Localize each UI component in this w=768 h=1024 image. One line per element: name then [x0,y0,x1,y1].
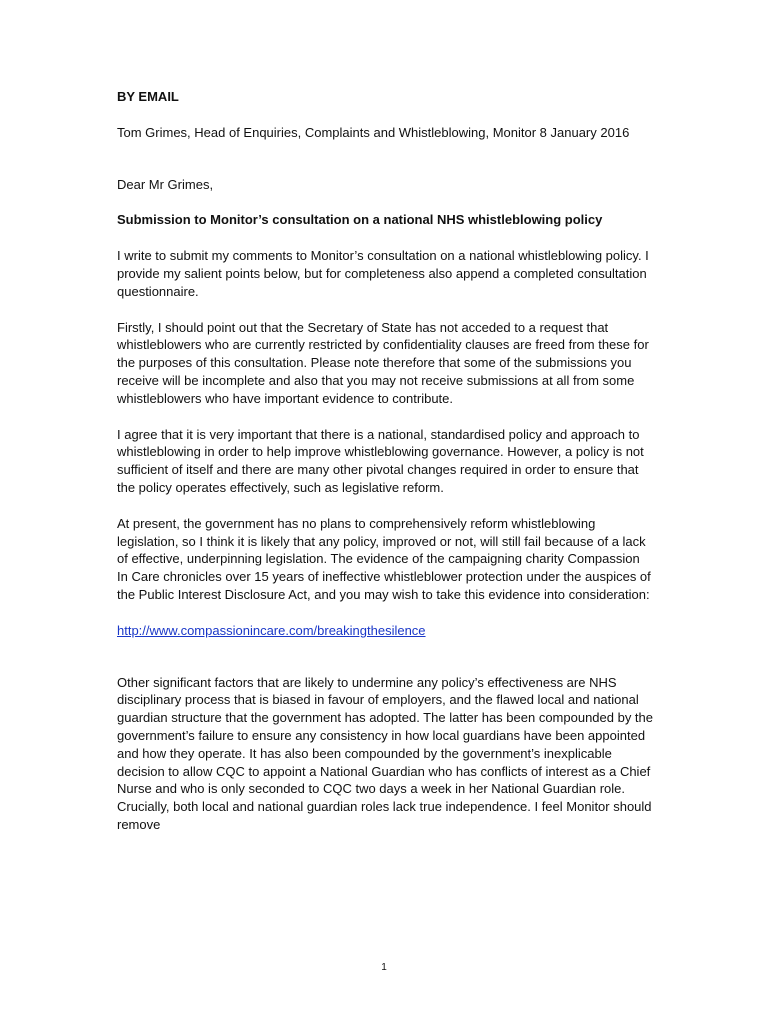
paragraph-legislation: At present, the government has no plans to comprehensively reform whistleblowing legislation, so I think it is likely that any policy, improved or not, will still fail because of a lack of effective, underpinning legislation. The evidence of the campaigning charity Compassion In Care chronicles over 15 years of ineffective whistleblower protection under the auspices of the Public Interest Disclosure Act, and you may wish to take this evidence into consideration: [117,515,651,602]
salutation: Dear Mr Grimes, [117,176,214,192]
paragraph-policy: I agree that it is very important that there is a national, standardised policy and approach to whistleblowing in order to help improve whistleblowing governance. However, a policy is not sufficient of itself and there are many other pivotal changes required in order to ensure that the policy operates effectively, such as legislative reform. [117,426,644,495]
paragraph-confidentiality: Firstly, I should point out that the Secretary of State has not acceded to a request that whistleblowers who are currently restricted by confidentiality clauses are freed from these for the purposes of this consultation. Please note therefore that some of the submissions you receive will be incomplete and also that you may not receive submissions at all from some whistleblowers who have important evidence to contribute. [117,319,649,406]
link-paragraph [117,622,653,640]
recipient-line: Tom Grimes, Head of Enquiries, Complaints and Whistleblowing, Monitor 8 January 2016 [117,124,630,140]
page-number: 1 [381,962,387,973]
paragraph-intro: I write to submit my comments to Monitor’s consultation on a national whistleblowing policy. I provide my salient points below, but for completeness also append a completed consultation questionnaire. [117,248,649,299]
delivery-method: BY EMAIL [117,89,179,104]
paragraph-other-factors: Other significant factors that are likely to undermine any policy’s effectiveness are NHS disciplinary process that is biased in favour of employers, and the flawed local and national guardian structure that the government has adopted. The latter has been compounded by the government’s failure to ensure any consistency in how local guardians have been appointed and how they operate. It has also been compounded by the government’s inexplicable decision to allow CQC to appoint a National Guardian who has conflicts of interest as a Chief Nurse and who is only seconded to CQC two days a week in her National Guardian role. Crucially, both local and national guardian roles lack true independence. I feel Monitor should remove [117,674,654,832]
compassion-in-care-link[interactable]: http://www.compassionincare.com/breakingthesilence [117,622,426,638]
letter-subject: Submission to Monitor’s consultation on a national NHS whistleblowing policy [117,212,603,228]
letter-body [117,88,653,852]
